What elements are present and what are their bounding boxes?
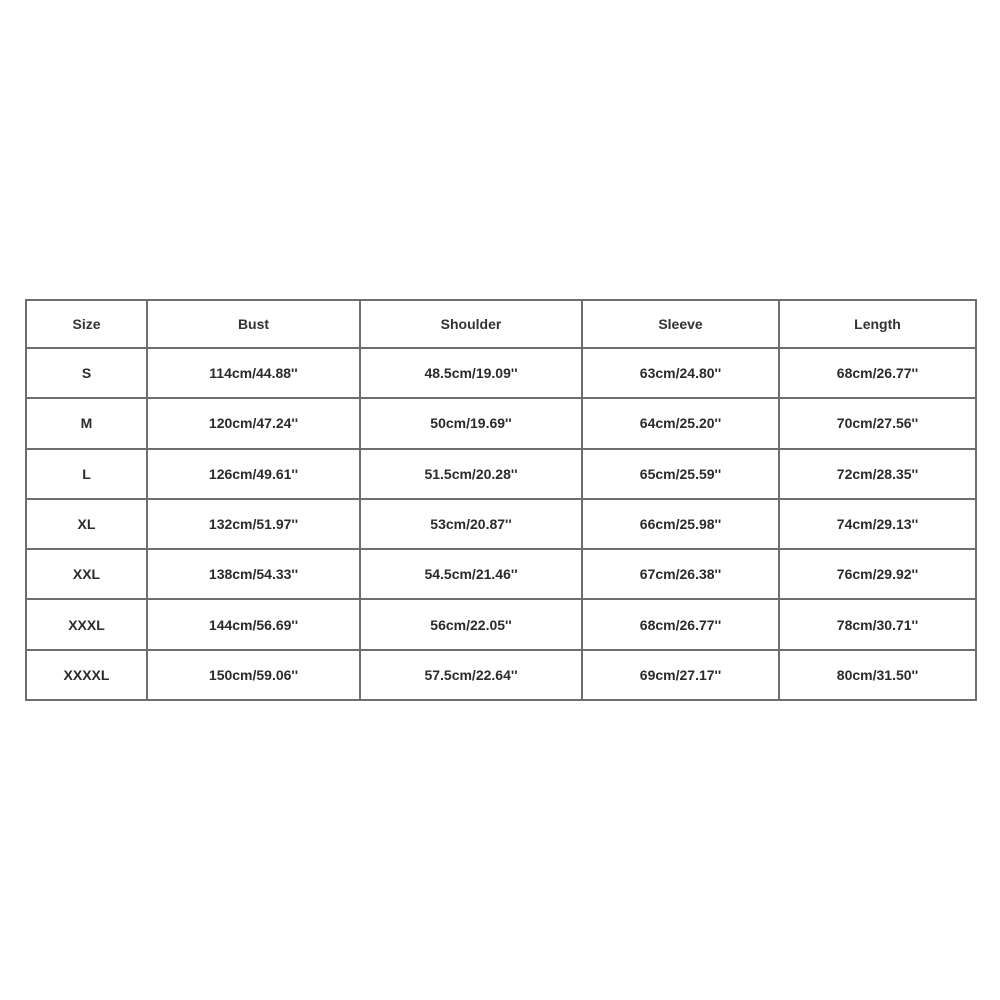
- table-row: [26, 549, 976, 599]
- sleeve-cell: 67cm/26.38'': [582, 549, 779, 599]
- header-shoulder: Shoulder: [360, 300, 582, 348]
- length-cell: 70cm/27.56'': [779, 398, 976, 448]
- sleeve-cell: 69cm/27.17'': [582, 650, 779, 700]
- size-cell: XXXL: [26, 599, 147, 649]
- sleeve-cell: 64cm/25.20'': [582, 398, 779, 448]
- table-row: [26, 449, 976, 499]
- table-row: [26, 499, 976, 549]
- size-cell: M: [26, 398, 147, 448]
- table-row: [26, 398, 976, 448]
- sleeve-cell: 68cm/26.77'': [582, 599, 779, 649]
- length-cell: 68cm/26.77'': [779, 348, 976, 398]
- bust-cell: 120cm/47.24'': [147, 398, 360, 448]
- size-chart-table: [25, 299, 977, 701]
- length-cell: 74cm/29.13'': [779, 499, 976, 549]
- size-cell: XL: [26, 499, 147, 549]
- header-size: Size: [26, 300, 147, 348]
- bust-cell: 132cm/51.97'': [147, 499, 360, 549]
- bust-cell: 144cm/56.69'': [147, 599, 360, 649]
- header-bust: Bust: [147, 300, 360, 348]
- sleeve-cell: 63cm/24.80'': [582, 348, 779, 398]
- table-row: [26, 599, 976, 649]
- shoulder-cell: 54.5cm/21.46'': [360, 549, 582, 599]
- shoulder-cell: 56cm/22.05'': [360, 599, 582, 649]
- size-cell: S: [26, 348, 147, 398]
- header-length: Length: [779, 300, 976, 348]
- length-cell: 76cm/29.92'': [779, 549, 976, 599]
- bust-cell: 138cm/54.33'': [147, 549, 360, 599]
- length-cell: 80cm/31.50'': [779, 650, 976, 700]
- sleeve-cell: 65cm/25.59'': [582, 449, 779, 499]
- table-header-row: [26, 300, 976, 348]
- bust-cell: 114cm/44.88'': [147, 348, 360, 398]
- size-cell: L: [26, 449, 147, 499]
- header-sleeve: Sleeve: [582, 300, 779, 348]
- shoulder-cell: 48.5cm/19.09'': [360, 348, 582, 398]
- bust-cell: 150cm/59.06'': [147, 650, 360, 700]
- shoulder-cell: 53cm/20.87'': [360, 499, 582, 549]
- length-cell: 72cm/28.35'': [779, 449, 976, 499]
- bust-cell: 126cm/49.61'': [147, 449, 360, 499]
- shoulder-cell: 57.5cm/22.64'': [360, 650, 582, 700]
- table-row: [26, 650, 976, 700]
- size-cell: XXXXL: [26, 650, 147, 700]
- shoulder-cell: 50cm/19.69'': [360, 398, 582, 448]
- table-row: [26, 348, 976, 398]
- length-cell: 78cm/30.71'': [779, 599, 976, 649]
- sleeve-cell: 66cm/25.98'': [582, 499, 779, 549]
- shoulder-cell: 51.5cm/20.28'': [360, 449, 582, 499]
- size-cell: XXL: [26, 549, 147, 599]
